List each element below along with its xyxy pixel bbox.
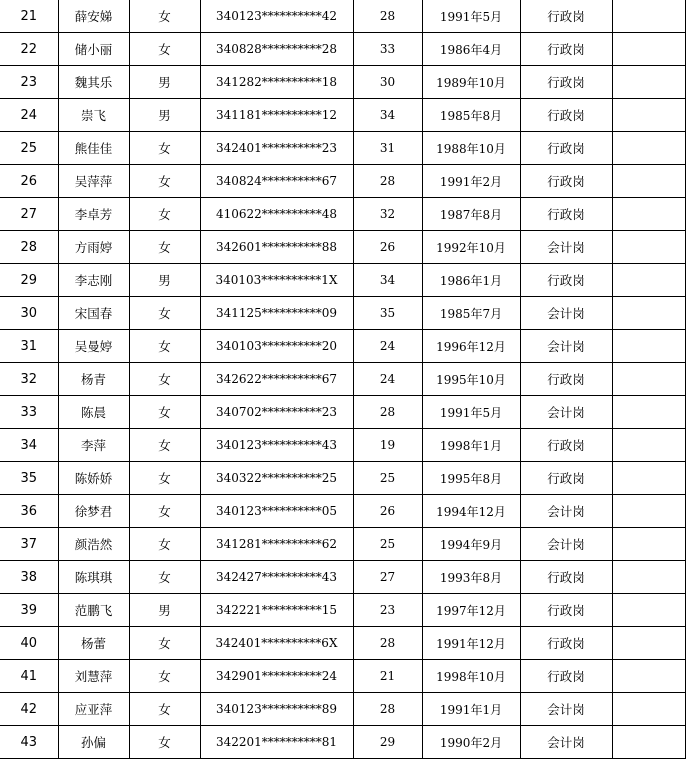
table-row	[0, 330, 685, 363]
name-cell: 崇飞	[58, 99, 129, 132]
gender-cell: 女	[129, 363, 200, 396]
birth-date-cell: 1994年9月	[422, 528, 520, 561]
row-number-cell: 31	[0, 330, 58, 363]
gender-cell: 女	[129, 495, 200, 528]
name-cell: 刘慧萍	[58, 660, 129, 693]
name-cell: 魏其乐	[58, 66, 129, 99]
blank-cell	[612, 495, 685, 528]
id-number-cell: 340103**********1X	[200, 264, 353, 297]
gender-cell: 男	[129, 594, 200, 627]
table-row	[0, 297, 685, 330]
position-cell: 行政岗	[520, 165, 612, 198]
row-number-cell: 40	[0, 627, 58, 660]
birth-date-cell: 1985年7月	[422, 297, 520, 330]
blank-cell	[612, 693, 685, 726]
birth-date-cell: 1991年12月	[422, 627, 520, 660]
gender-cell: 男	[129, 264, 200, 297]
age-cell: 35	[353, 297, 422, 330]
age-cell: 19	[353, 429, 422, 462]
row-number-cell: 22	[0, 33, 58, 66]
gender-cell: 女	[129, 726, 200, 759]
name-cell: 应亚萍	[58, 693, 129, 726]
position-cell: 会计岗	[520, 495, 612, 528]
name-cell: 李志刚	[58, 264, 129, 297]
position-cell: 行政岗	[520, 198, 612, 231]
position-cell: 会计岗	[520, 231, 612, 264]
id-number-cell: 340824**********67	[200, 165, 353, 198]
birth-date-cell: 1996年12月	[422, 330, 520, 363]
table-row	[0, 462, 685, 495]
position-cell: 行政岗	[520, 132, 612, 165]
id-number-cell: 341125**********09	[200, 297, 353, 330]
age-cell: 24	[353, 330, 422, 363]
table-row	[0, 264, 685, 297]
age-cell: 29	[353, 726, 422, 759]
gender-cell: 女	[129, 198, 200, 231]
row-number-cell: 34	[0, 429, 58, 462]
id-number-cell: 340828**********28	[200, 33, 353, 66]
age-cell: 28	[353, 0, 422, 33]
blank-cell	[612, 429, 685, 462]
birth-date-cell: 1994年12月	[422, 495, 520, 528]
gender-cell: 女	[129, 0, 200, 33]
gender-cell: 女	[129, 297, 200, 330]
row-number-cell: 25	[0, 132, 58, 165]
table-row	[0, 396, 685, 429]
name-cell: 李萍	[58, 429, 129, 462]
birth-date-cell: 1993年8月	[422, 561, 520, 594]
table-row	[0, 99, 685, 132]
blank-cell	[612, 462, 685, 495]
row-number-cell: 38	[0, 561, 58, 594]
row-number-cell: 35	[0, 462, 58, 495]
gender-cell: 女	[129, 429, 200, 462]
row-number-cell: 21	[0, 0, 58, 33]
table-row	[0, 363, 685, 396]
position-cell: 行政岗	[520, 99, 612, 132]
row-number-cell: 24	[0, 99, 58, 132]
gender-cell: 女	[129, 462, 200, 495]
gender-cell: 女	[129, 33, 200, 66]
age-cell: 21	[353, 660, 422, 693]
table-row	[0, 0, 685, 33]
blank-cell	[612, 0, 685, 33]
blank-cell	[612, 330, 685, 363]
table-row	[0, 561, 685, 594]
gender-cell: 女	[129, 132, 200, 165]
id-number-cell: 340103**********20	[200, 330, 353, 363]
name-cell: 杨青	[58, 363, 129, 396]
blank-cell	[612, 33, 685, 66]
age-cell: 34	[353, 264, 422, 297]
id-number-cell: 341281**********62	[200, 528, 353, 561]
table-row	[0, 726, 685, 759]
name-cell: 颜浩然	[58, 528, 129, 561]
table-row	[0, 66, 685, 99]
blank-cell	[612, 99, 685, 132]
row-number-cell: 23	[0, 66, 58, 99]
row-number-cell: 33	[0, 396, 58, 429]
gender-cell: 女	[129, 330, 200, 363]
blank-cell	[612, 561, 685, 594]
blank-cell	[612, 198, 685, 231]
row-number-cell: 32	[0, 363, 58, 396]
birth-date-cell: 1995年8月	[422, 462, 520, 495]
table-row	[0, 33, 685, 66]
blank-cell	[612, 165, 685, 198]
birth-date-cell: 1987年8月	[422, 198, 520, 231]
age-cell: 25	[353, 462, 422, 495]
table-row	[0, 429, 685, 462]
id-number-cell: 342901**********24	[200, 660, 353, 693]
gender-cell: 女	[129, 627, 200, 660]
position-cell: 行政岗	[520, 660, 612, 693]
id-number-cell: 342401**********23	[200, 132, 353, 165]
position-cell: 会计岗	[520, 396, 612, 429]
table-row	[0, 627, 685, 660]
name-cell: 吴曼婷	[58, 330, 129, 363]
table-row	[0, 495, 685, 528]
position-cell: 行政岗	[520, 627, 612, 660]
name-cell: 徐梦君	[58, 495, 129, 528]
age-cell: 30	[353, 66, 422, 99]
name-cell: 陈晨	[58, 396, 129, 429]
blank-cell	[612, 660, 685, 693]
table-row	[0, 693, 685, 726]
name-cell: 储小丽	[58, 33, 129, 66]
gender-cell: 男	[129, 66, 200, 99]
age-cell: 28	[353, 396, 422, 429]
age-cell: 31	[353, 132, 422, 165]
name-cell: 陈娇娇	[58, 462, 129, 495]
id-number-cell: 342622**********67	[200, 363, 353, 396]
id-number-cell: 340702**********23	[200, 396, 353, 429]
birth-date-cell: 1986年4月	[422, 33, 520, 66]
birth-date-cell: 1986年1月	[422, 264, 520, 297]
id-number-cell: 342401**********6X	[200, 627, 353, 660]
table-row	[0, 528, 685, 561]
row-number-cell: 29	[0, 264, 58, 297]
id-number-cell: 342427**********43	[200, 561, 353, 594]
blank-cell	[612, 363, 685, 396]
id-number-cell: 341282**********18	[200, 66, 353, 99]
row-number-cell: 26	[0, 165, 58, 198]
table-row	[0, 132, 685, 165]
blank-cell	[612, 396, 685, 429]
blank-cell	[612, 264, 685, 297]
name-cell: 陈琪琪	[58, 561, 129, 594]
table-row	[0, 660, 685, 693]
birth-date-cell: 1985年8月	[422, 99, 520, 132]
age-cell: 28	[353, 165, 422, 198]
birth-date-cell: 1989年10月	[422, 66, 520, 99]
blank-cell	[612, 594, 685, 627]
row-number-cell: 36	[0, 495, 58, 528]
birth-date-cell: 1991年2月	[422, 165, 520, 198]
position-cell: 行政岗	[520, 33, 612, 66]
name-cell: 李卓芳	[58, 198, 129, 231]
blank-cell	[612, 132, 685, 165]
name-cell: 杨蕾	[58, 627, 129, 660]
position-cell: 行政岗	[520, 462, 612, 495]
birth-date-cell: 1992年10月	[422, 231, 520, 264]
id-number-cell: 340123**********43	[200, 429, 353, 462]
name-cell: 薛安娣	[58, 0, 129, 33]
id-number-cell: 340123**********05	[200, 495, 353, 528]
gender-cell: 女	[129, 561, 200, 594]
id-number-cell: 340123**********89	[200, 693, 353, 726]
age-cell: 23	[353, 594, 422, 627]
name-cell: 吴萍萍	[58, 165, 129, 198]
blank-cell	[612, 726, 685, 759]
blank-cell	[612, 528, 685, 561]
gender-cell: 女	[129, 660, 200, 693]
gender-cell: 男	[129, 99, 200, 132]
age-cell: 25	[353, 528, 422, 561]
position-cell: 行政岗	[520, 0, 612, 33]
blank-cell	[612, 627, 685, 660]
gender-cell: 女	[129, 693, 200, 726]
birth-date-cell: 1998年1月	[422, 429, 520, 462]
blank-cell	[612, 297, 685, 330]
name-cell: 范鹏飞	[58, 594, 129, 627]
name-cell: 宋国春	[58, 297, 129, 330]
age-cell: 24	[353, 363, 422, 396]
age-cell: 26	[353, 495, 422, 528]
name-cell: 方雨婷	[58, 231, 129, 264]
birth-date-cell: 1991年1月	[422, 693, 520, 726]
row-number-cell: 42	[0, 693, 58, 726]
position-cell: 会计岗	[520, 726, 612, 759]
position-cell: 行政岗	[520, 594, 612, 627]
age-cell: 32	[353, 198, 422, 231]
table-row	[0, 231, 685, 264]
gender-cell: 女	[129, 231, 200, 264]
gender-cell: 女	[129, 528, 200, 561]
row-number-cell: 28	[0, 231, 58, 264]
position-cell: 行政岗	[520, 561, 612, 594]
age-cell: 26	[353, 231, 422, 264]
birth-date-cell: 1997年12月	[422, 594, 520, 627]
id-number-cell: 340123**********42	[200, 0, 353, 33]
row-number-cell: 37	[0, 528, 58, 561]
position-cell: 会计岗	[520, 693, 612, 726]
age-cell: 34	[353, 99, 422, 132]
id-number-cell: 410622**********48	[200, 198, 353, 231]
id-number-cell: 342221**********15	[200, 594, 353, 627]
position-cell: 会计岗	[520, 297, 612, 330]
gender-cell: 女	[129, 165, 200, 198]
table-row	[0, 198, 685, 231]
age-cell: 27	[353, 561, 422, 594]
id-number-cell: 342601**********88	[200, 231, 353, 264]
position-cell: 行政岗	[520, 363, 612, 396]
table-row	[0, 165, 685, 198]
id-number-cell: 341181**********12	[200, 99, 353, 132]
id-number-cell: 342201**********81	[200, 726, 353, 759]
gender-cell: 女	[129, 396, 200, 429]
birth-date-cell: 1990年2月	[422, 726, 520, 759]
name-cell: 熊佳佳	[58, 132, 129, 165]
position-cell: 会计岗	[520, 528, 612, 561]
position-cell: 行政岗	[520, 429, 612, 462]
age-cell: 28	[353, 693, 422, 726]
row-number-cell: 30	[0, 297, 58, 330]
id-number-cell: 340322**********25	[200, 462, 353, 495]
birth-date-cell: 1991年5月	[422, 0, 520, 33]
birth-date-cell: 1991年5月	[422, 396, 520, 429]
position-cell: 会计岗	[520, 330, 612, 363]
age-cell: 28	[353, 627, 422, 660]
name-cell: 孙偏	[58, 726, 129, 759]
row-number-cell: 41	[0, 660, 58, 693]
position-cell: 行政岗	[520, 264, 612, 297]
birth-date-cell: 1998年10月	[422, 660, 520, 693]
blank-cell	[612, 66, 685, 99]
age-cell: 33	[353, 33, 422, 66]
row-number-cell: 27	[0, 198, 58, 231]
position-cell: 行政岗	[520, 66, 612, 99]
row-number-cell: 43	[0, 726, 58, 759]
row-number-cell: 39	[0, 594, 58, 627]
birth-date-cell: 1988年10月	[422, 132, 520, 165]
blank-cell	[612, 231, 685, 264]
birth-date-cell: 1995年10月	[422, 363, 520, 396]
table-row	[0, 594, 685, 627]
